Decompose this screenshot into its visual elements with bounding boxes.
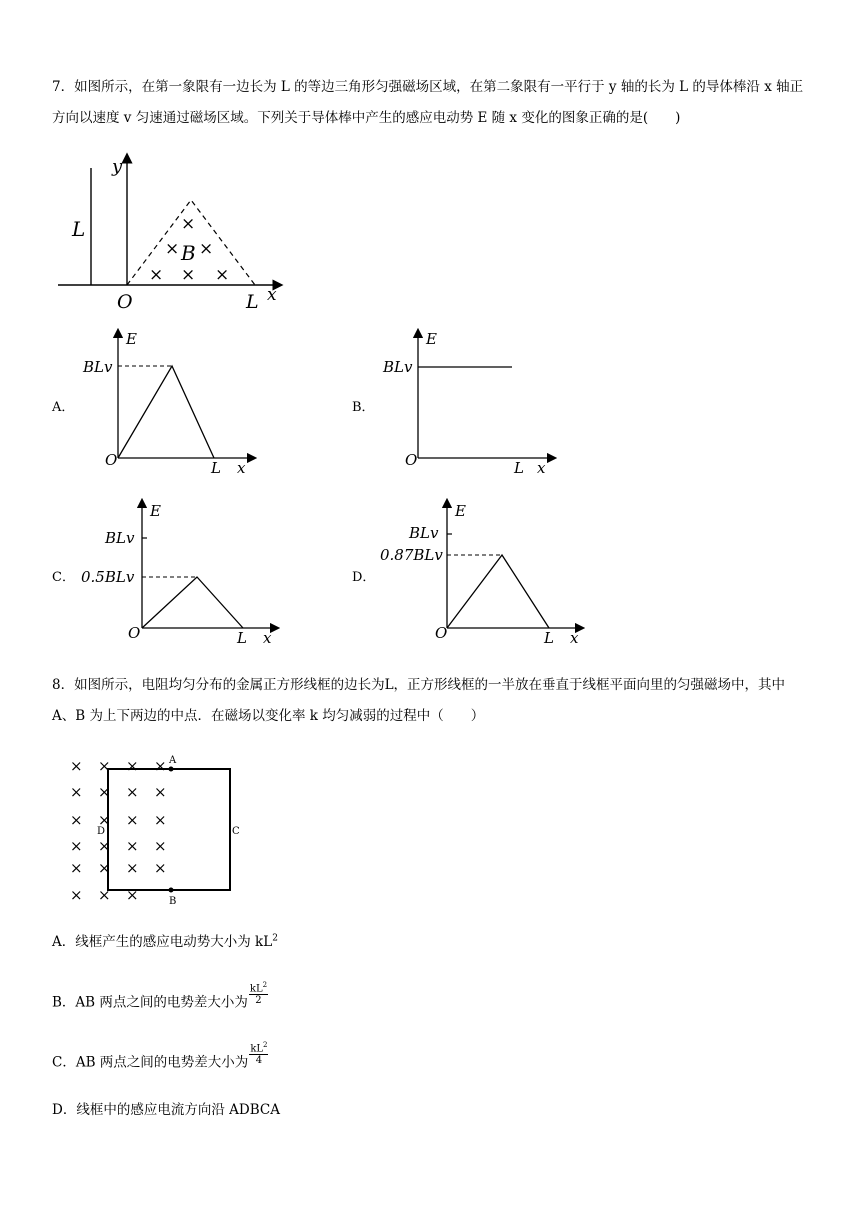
x-tick-label: L	[246, 291, 259, 313]
q8-figure	[60, 752, 260, 912]
field-crosses	[70, 757, 167, 904]
emf-curve	[118, 366, 214, 458]
q7-option-a-graph[interactable]	[80, 328, 260, 478]
y-axis-label: E	[126, 330, 137, 348]
cross-mark: ×	[154, 757, 167, 775]
level-label: BLv	[83, 358, 113, 376]
fraction-denominator: 4	[255, 1055, 263, 1067]
x-tick-label: L	[514, 459, 524, 477]
origin-label: O	[105, 451, 118, 469]
option-letter: C．	[52, 1054, 76, 1071]
question-8-number: 8．	[52, 677, 75, 693]
cross-mark: ×	[154, 859, 167, 877]
cross-mark: ×	[98, 757, 111, 775]
question-7-body: 如图所示，在第一象限有一边长为 L 的等边三角形匀强磁场区域，在第二象限有一平行于 y 轴的长为 L 的导体棒沿 x 轴正方向以速度 v 匀速通过磁场区域。下列关于导体棒中产生的感应电动势 E 随 x 变化的图象正确的是( )	[52, 79, 804, 126]
emf-curve	[447, 555, 549, 628]
label-a: A	[169, 755, 177, 766]
cross-mark: ×	[165, 239, 180, 259]
q7-option-d-graph[interactable]	[380, 498, 590, 648]
cross-mark: ×	[98, 886, 111, 904]
cross-mark: ×	[126, 757, 139, 775]
cross-mark: ×	[126, 837, 139, 855]
origin-label: O	[117, 291, 133, 313]
fraction-numerator: kL	[249, 983, 263, 995]
exponent: 2	[272, 933, 278, 944]
peak-label: 0.5BLv	[81, 568, 135, 586]
y-axis-label: E	[455, 502, 466, 520]
label-b: B	[169, 896, 177, 907]
question-8-text	[52, 670, 812, 732]
q8-option-d[interactable]	[52, 1098, 280, 1118]
cross-mark: ×	[149, 265, 164, 285]
cross-mark: ×	[70, 859, 83, 877]
level-label: BLv	[409, 524, 439, 542]
q8-option-a[interactable]	[52, 930, 278, 950]
fraction	[249, 1040, 268, 1066]
cross-mark: ×	[70, 837, 83, 855]
label-c: C	[232, 826, 240, 837]
cross-mark: ×	[215, 265, 230, 285]
cross-mark: ×	[70, 783, 83, 801]
option-text: AB 两点之间的电势差大小为	[75, 994, 248, 1011]
cross-mark: ×	[98, 837, 111, 855]
cross-mark: ×	[70, 811, 83, 829]
option-text: 线框中的感应电流方向沿 ADBCA	[76, 1102, 280, 1118]
level-label: BLv	[105, 529, 135, 547]
question-7-text	[52, 72, 812, 134]
origin-label: O	[128, 624, 141, 642]
cross-mark: ×	[154, 811, 167, 829]
cross-mark: ×	[98, 859, 111, 877]
cross-mark: ×	[126, 886, 139, 904]
option-letter: B．	[52, 994, 76, 1011]
origin-label: O	[435, 624, 448, 642]
option-letter: A．	[52, 934, 76, 950]
peak-label: 0.87BLv	[380, 546, 443, 564]
fraction	[249, 980, 268, 1006]
x-tick-label: L	[237, 629, 247, 647]
q7-figure	[50, 150, 290, 320]
option-letter: D．	[52, 1102, 77, 1118]
option-text: AB 两点之间的电势差大小为	[75, 1054, 249, 1071]
field-label: B	[181, 241, 196, 265]
cross-mark: ×	[154, 783, 167, 801]
q7-option-b-graph[interactable]	[380, 328, 560, 478]
q8-option-c[interactable]	[52, 1041, 268, 1076]
exponent: 2	[263, 1041, 268, 1049]
cross-mark: ×	[126, 783, 139, 801]
cross-mark: ×	[126, 811, 139, 829]
option-text: 线框产生的感应电动势大小为 kL	[75, 934, 273, 950]
question-8-body: 如图所示，电阻均匀分布的金属正方形线框的边长为L，正方形线框的一半放在垂直于线框平面向里的匀强磁场中，其中 A、B 为上下两边的中点．在磁场以变化率 k 均匀减弱的过程中（ ）	[52, 677, 786, 724]
origin-label: O	[405, 451, 418, 469]
rod-length-label: L	[72, 217, 86, 241]
y-axis-label: E	[426, 330, 437, 348]
x-axis-label: x	[237, 459, 246, 477]
cross-mark: ×	[98, 811, 111, 829]
q7-option-c-graph[interactable]	[80, 498, 280, 648]
fraction-numerator: kL	[250, 1043, 264, 1055]
q7-option-c-letter[interactable]: C．	[52, 570, 75, 585]
q7-option-b-letter[interactable]: B．	[352, 400, 375, 415]
x-tick-label: L	[544, 629, 554, 647]
level-label: BLv	[383, 358, 413, 376]
label-d: D	[97, 826, 106, 837]
cross-mark: ×	[181, 214, 196, 234]
cross-mark: ×	[126, 859, 139, 877]
point-b	[169, 888, 174, 893]
fraction-denominator: 2	[255, 995, 262, 1007]
cross-mark: ×	[181, 265, 196, 285]
x-axis-label: x	[537, 459, 546, 477]
question-7-number: 7．	[52, 79, 75, 95]
point-a	[169, 767, 174, 772]
x-axis-label: x	[263, 629, 272, 647]
y-axis-label: y	[112, 156, 123, 177]
q8-option-b[interactable]	[52, 981, 268, 1016]
cross-mark: ×	[70, 886, 83, 904]
exponent: 2	[262, 981, 268, 989]
x-axis-label: x	[267, 285, 277, 305]
emf-curve	[142, 577, 243, 628]
cross-mark: ×	[70, 757, 83, 775]
cross-mark: ×	[154, 837, 167, 855]
y-axis-label: E	[150, 502, 161, 520]
cross-mark: ×	[98, 783, 111, 801]
q7-option-d-letter[interactable]: D．	[352, 570, 376, 585]
q7-option-a-letter[interactable]: A．	[52, 400, 75, 415]
cross-mark: ×	[199, 239, 214, 259]
x-axis-label: x	[570, 629, 579, 647]
x-tick-label: L	[211, 459, 221, 477]
